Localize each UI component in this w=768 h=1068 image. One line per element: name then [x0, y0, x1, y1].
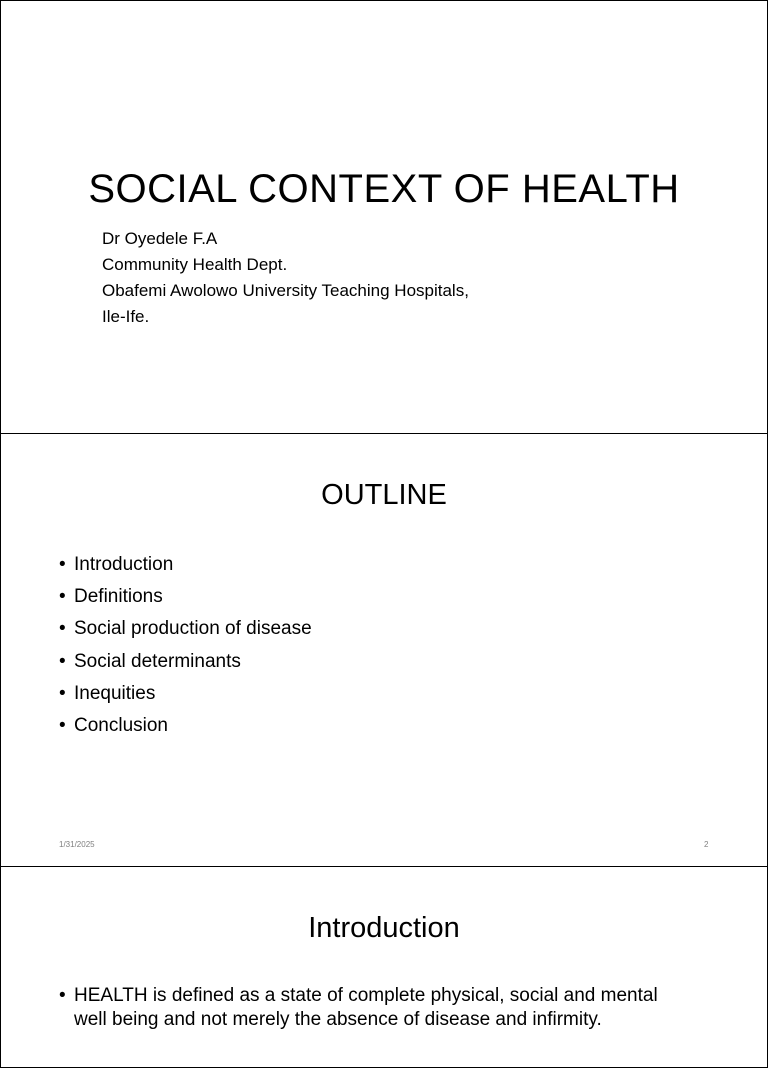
introduction-line-continued: well being and not merely the absence of disease and infirmity. — [74, 1009, 602, 1030]
bullet-icon: • — [59, 586, 66, 608]
author-department: Community Health Dept. — [102, 255, 288, 274]
list-item — [59, 646, 312, 678]
introduction-bullet — [59, 984, 719, 1032]
slide-page-number: 2 — [704, 840, 709, 849]
slide-title-heading: SOCIAL CONTEXT OF HEALTH — [88, 167, 680, 211]
author-details — [102, 226, 469, 330]
list-item — [59, 549, 312, 581]
list-item-label: Conclusion — [74, 715, 168, 737]
slide-outline — [0, 433, 768, 867]
introduction-heading: Introduction — [308, 912, 460, 944]
bullet-icon: • — [59, 618, 66, 640]
author-name: Dr Oyedele F.A — [102, 229, 218, 248]
list-item-label: Definitions — [74, 586, 163, 608]
introduction-line-text: HEALTH is defined as a state of complete physical, social and mental — [74, 985, 658, 1006]
author-institution: Obafemi Awolowo University Teaching Hospitals, — [102, 281, 469, 300]
list-item — [59, 710, 312, 742]
list-item-label: Inequities — [74, 682, 156, 704]
outline-list — [59, 549, 312, 742]
author-location: Ile-Ife. — [102, 307, 150, 326]
bullet-icon: • — [59, 715, 66, 737]
slide-footer-date: 1/31/2025 — [59, 840, 95, 849]
list-item — [59, 581, 312, 613]
outline-heading: OUTLINE — [321, 479, 447, 511]
bullet-icon: • — [59, 985, 66, 1006]
introduction-line — [59, 984, 719, 1008]
list-item-label: Introduction — [74, 554, 174, 575]
slide-title — [0, 0, 768, 434]
bullet-icon: • — [59, 650, 66, 672]
slide-introduction — [0, 866, 768, 1068]
list-item-label: Social production of disease — [74, 618, 312, 640]
bullet-icon: • — [59, 554, 66, 575]
bullet-icon: • — [59, 682, 66, 704]
list-item-label: Social determinants — [74, 650, 241, 672]
list-item — [59, 613, 312, 645]
list-item — [59, 678, 312, 710]
